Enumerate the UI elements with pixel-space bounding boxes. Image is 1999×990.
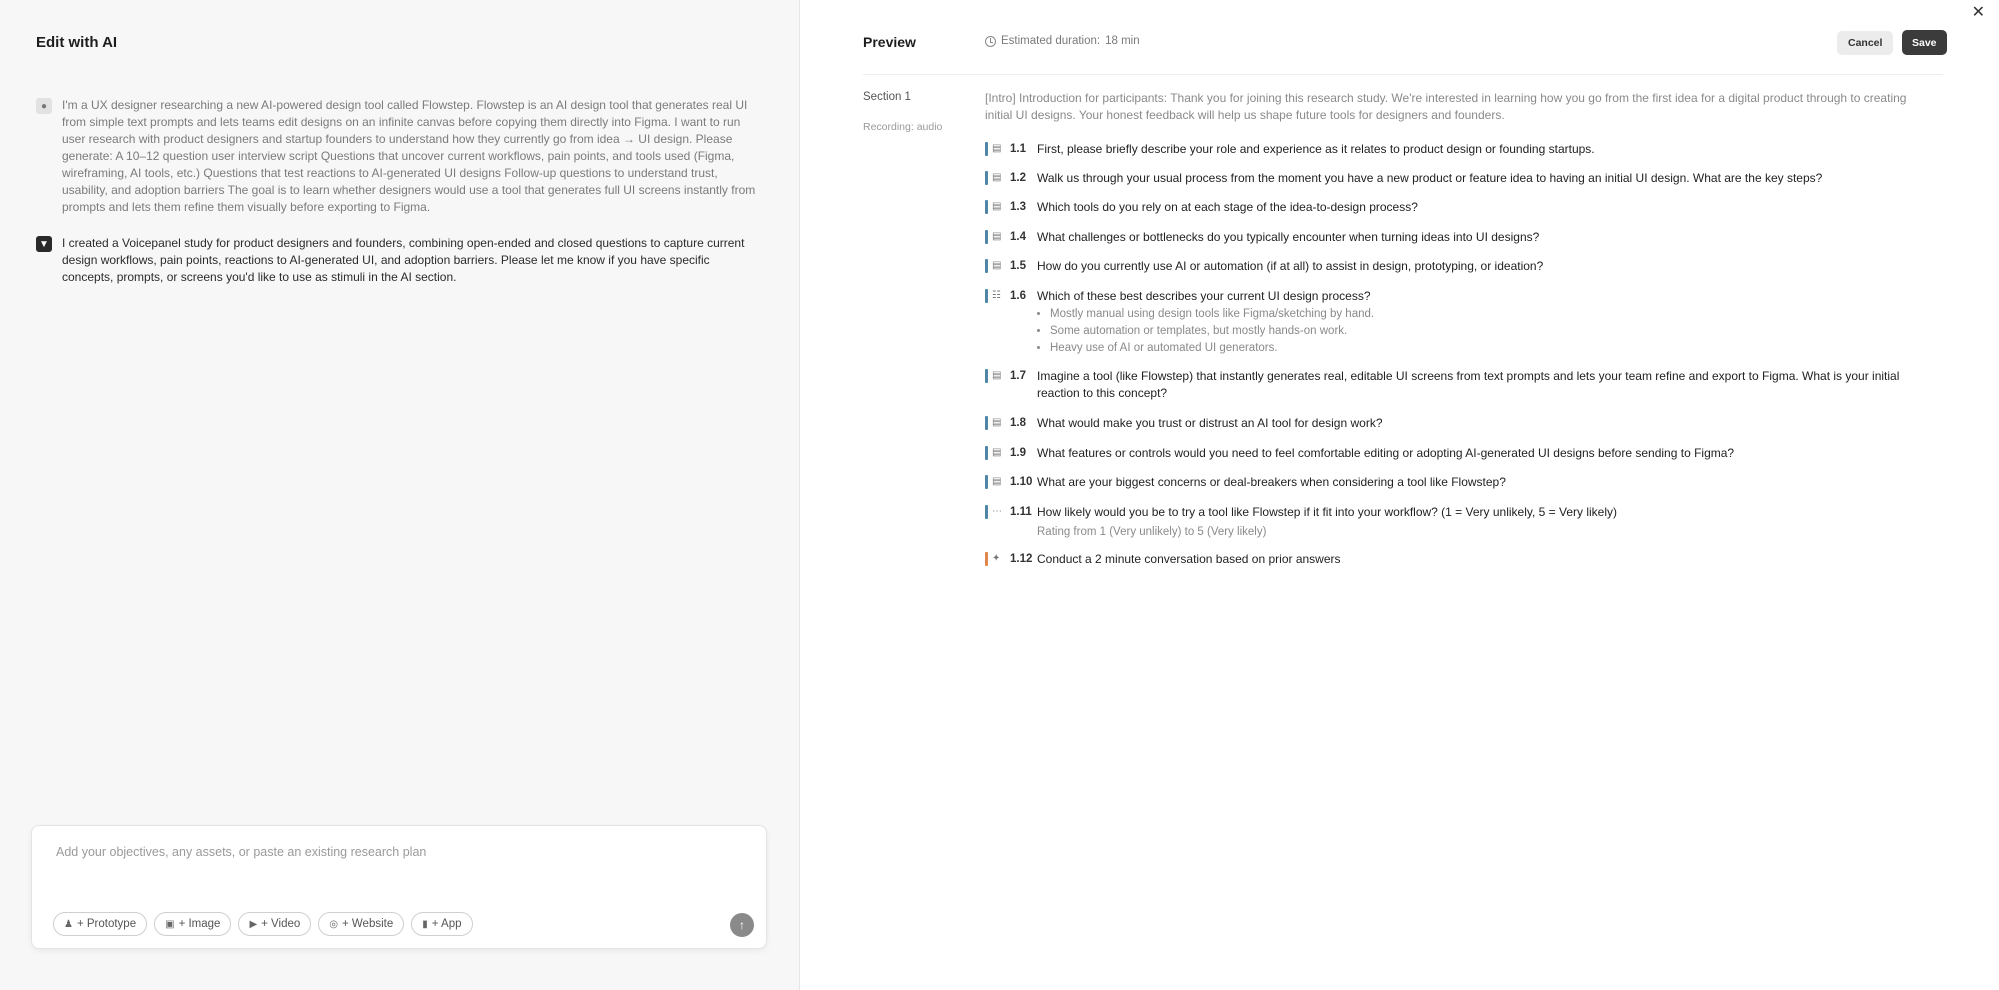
open-ended-icon: ▤	[992, 143, 1002, 154]
open-ended-icon: ▤	[992, 201, 1002, 212]
user-avatar-icon: ●	[36, 98, 52, 114]
question-item[interactable]	[985, 474, 1945, 491]
person-icon: ♟	[64, 918, 73, 930]
open-ended-icon: ▤	[992, 370, 1002, 381]
question-number: 1.8	[1010, 417, 1026, 429]
user-message-text: I'm a UX designer researching a new AI-powered design tool called Flowstep. Flowstep is an AI design tool that generates real UI from simple text prompts and lets teams edit designs on an infinite canvas before copying them directly into Figma. I want to run user research with product designers and startup founders to understand how they currently go from idea → UI design. Please generate: A 10–12 question user interview script Questions that uncover current workflows, pain points, and tools used (Figma, wireframing, AI tools, etc.) Questions that test reactions to AI-generated UI designs Follow-up questions to understand trust, usability, and adoption barriers The goal is to learn whether designers would use a tool that generates full UI screens instantly from prompts and lets them refine them visually before exporting to Figma.	[62, 98, 756, 214]
question-text: Which tools do you rely on at each stage of the idea-to-design process?	[1037, 200, 1418, 214]
question-text: Conduct a 2 minute conversation based on prior answers	[1037, 552, 1341, 566]
question-number: 1.3	[1010, 201, 1026, 213]
open-ended-icon: ▤	[992, 447, 1002, 458]
question-text: Which of these best describes your current UI design process?	[1037, 289, 1371, 303]
question-type-bar	[985, 446, 988, 460]
globe-icon: ◎	[329, 918, 338, 930]
ai-message	[36, 235, 761, 286]
composer[interactable]	[31, 825, 767, 949]
composer-input[interactable]: Add your objectives, any assets, or paste an existing research plan	[56, 845, 427, 859]
question-number: 1.10	[1010, 476, 1033, 488]
question-type-bar	[985, 230, 988, 244]
chip-label: + Video	[261, 918, 301, 930]
question-number: 1.4	[1010, 231, 1026, 243]
question-text: Walk us through your usual process from the moment you have a new product or feature idea to having an initial UI design. What are the key steps?	[1037, 171, 1823, 185]
question-type-bar	[985, 505, 988, 519]
preview-panel	[801, 0, 1999, 990]
attachment-chips	[53, 912, 473, 936]
question-item[interactable]	[985, 368, 1945, 402]
question-item[interactable]	[985, 170, 1945, 187]
sparkle-icon: ✦	[992, 553, 1001, 564]
duration-value: 18 min	[1105, 35, 1140, 47]
answer-option: • Some automation or templates, but mostly hands-on work.	[1050, 323, 1374, 340]
image-icon: ▣	[165, 918, 175, 930]
question-number: 1.1	[1010, 143, 1026, 155]
question-number: 1.2	[1010, 172, 1026, 184]
chip-label: + Website	[342, 918, 394, 930]
ai-logo-icon: ▼	[36, 236, 52, 252]
preview-title: Preview	[863, 34, 916, 50]
recording-mode: Recording: audio	[863, 121, 943, 133]
question-number: 1.9	[1010, 447, 1026, 459]
arrow-up-icon: ↑	[739, 918, 745, 932]
question-item[interactable]	[985, 141, 1945, 158]
question-text: What features or controls would you need to feel comfortable editing or adopting AI-generated UI designs before sending to Figma?	[1037, 446, 1735, 460]
question-text: Imagine a tool (like Flowstep) that instantly generates real, editable UI screens from text prompts and lets your team refine and export to Figma. What is your initial reaction to this concept?	[1037, 369, 1900, 400]
chip-label: + Prototype	[76, 918, 137, 930]
answer-options	[1050, 306, 1374, 357]
question-type-bar	[985, 289, 988, 303]
add-image-button[interactable]	[154, 912, 231, 936]
question-type-bar	[985, 200, 988, 214]
question-type-bar	[985, 475, 988, 489]
estimated-duration	[985, 35, 1140, 47]
video-icon: ▶	[249, 918, 258, 930]
save-button[interactable]: Save	[1902, 30, 1947, 55]
question-type-bar	[985, 259, 988, 273]
question-text: How likely would you be to try a tool like Flowstep if it fit into your workflow? (1 = Very unlikely, 5 = Very likely)	[1037, 505, 1618, 519]
open-ended-icon: ▤	[992, 417, 1002, 428]
chip-label: + App	[431, 918, 462, 930]
question-number: 1.12	[1010, 553, 1033, 565]
chip-label: + Image	[178, 918, 221, 930]
question-type-bar	[985, 416, 988, 430]
question-number: 1.6	[1010, 290, 1026, 302]
add-prototype-button[interactable]	[53, 912, 147, 936]
question-text: How do you currently use AI or automation (if at all) to assist in design, prototyping, or ideation?	[1037, 259, 1544, 273]
question-item[interactable]	[985, 229, 1945, 246]
question-type-bar	[985, 142, 988, 156]
question-type-bar	[985, 552, 988, 566]
open-ended-icon: ▤	[992, 260, 1002, 271]
multiple-choice-icon: ☷	[992, 290, 1001, 301]
add-app-button[interactable]	[411, 912, 472, 936]
question-type-bar	[985, 369, 988, 383]
open-ended-icon: ▤	[992, 476, 1002, 487]
ai-message-text: I created a Voicepanel study for product designers and founders, combining open-ended and closed questions to capture current design workflows, pain points, reactions to AI-generated UI, and adoption barriers. Please let me know if you have specific concepts, prompts, or screens you'd like to use as stimuli in the AI section.	[62, 236, 745, 284]
clock-icon	[985, 36, 996, 47]
question-item[interactable]	[985, 415, 1945, 432]
send-button[interactable]	[730, 913, 754, 937]
rating-scale-icon: ⋯	[992, 506, 1002, 517]
chat-panel	[0, 0, 800, 990]
question-number: 1.11	[1010, 506, 1032, 518]
open-ended-icon: ▤	[992, 172, 1002, 183]
user-message	[36, 97, 761, 216]
question-item[interactable]	[985, 258, 1945, 275]
panel-title: Edit with AI	[36, 34, 118, 51]
question-text: What are your biggest concerns or deal-breakers when considering a tool like Flowstep?	[1037, 475, 1506, 489]
question-text: First, please briefly describe your role and experience as it relates to product design or founding startups.	[1037, 142, 1595, 156]
duration-label: Estimated duration:	[1001, 35, 1101, 47]
question-text: What would make you trust or distrust an AI tool for design work?	[1037, 416, 1383, 430]
divider	[863, 74, 1943, 75]
add-website-button[interactable]	[318, 912, 404, 936]
question-text: What challenges or bottlenecks do you typically encounter when turning ideas into UI designs?	[1037, 230, 1540, 244]
question-item[interactable]	[985, 504, 1945, 541]
answer-option: • Heavy use of AI or automated UI generators.	[1050, 340, 1374, 357]
question-type-bar	[985, 171, 988, 185]
phone-icon: ▮	[422, 918, 428, 930]
close-icon[interactable]: ✕	[1971, 4, 1985, 21]
question-number: 1.7	[1010, 370, 1026, 382]
open-ended-icon: ▤	[992, 231, 1002, 242]
answer-option: • Mostly manual using design tools like Figma/sketching by hand.	[1050, 306, 1374, 323]
question-item[interactable]	[985, 445, 1945, 462]
section-label: Section 1	[863, 91, 911, 103]
intro-text[interactable]: [Intro] Introduction for participants: Thank you for joining this research study. We're interested in learning how you go from the first idea for a digital product through to creating initial UI designs. Your honest feedback will help us shape future tools for designers and founders.	[985, 91, 1907, 122]
question-item[interactable]	[985, 199, 1945, 216]
cancel-button[interactable]: Cancel	[1837, 31, 1893, 55]
rating-scale-description: Rating from 1 (Very unlikely) to 5 (Very likely)	[1037, 526, 1267, 538]
question-number: 1.5	[1010, 260, 1026, 272]
question-item[interactable]	[985, 288, 1945, 357]
question-item[interactable]	[985, 551, 1945, 568]
add-video-button[interactable]	[238, 912, 311, 936]
